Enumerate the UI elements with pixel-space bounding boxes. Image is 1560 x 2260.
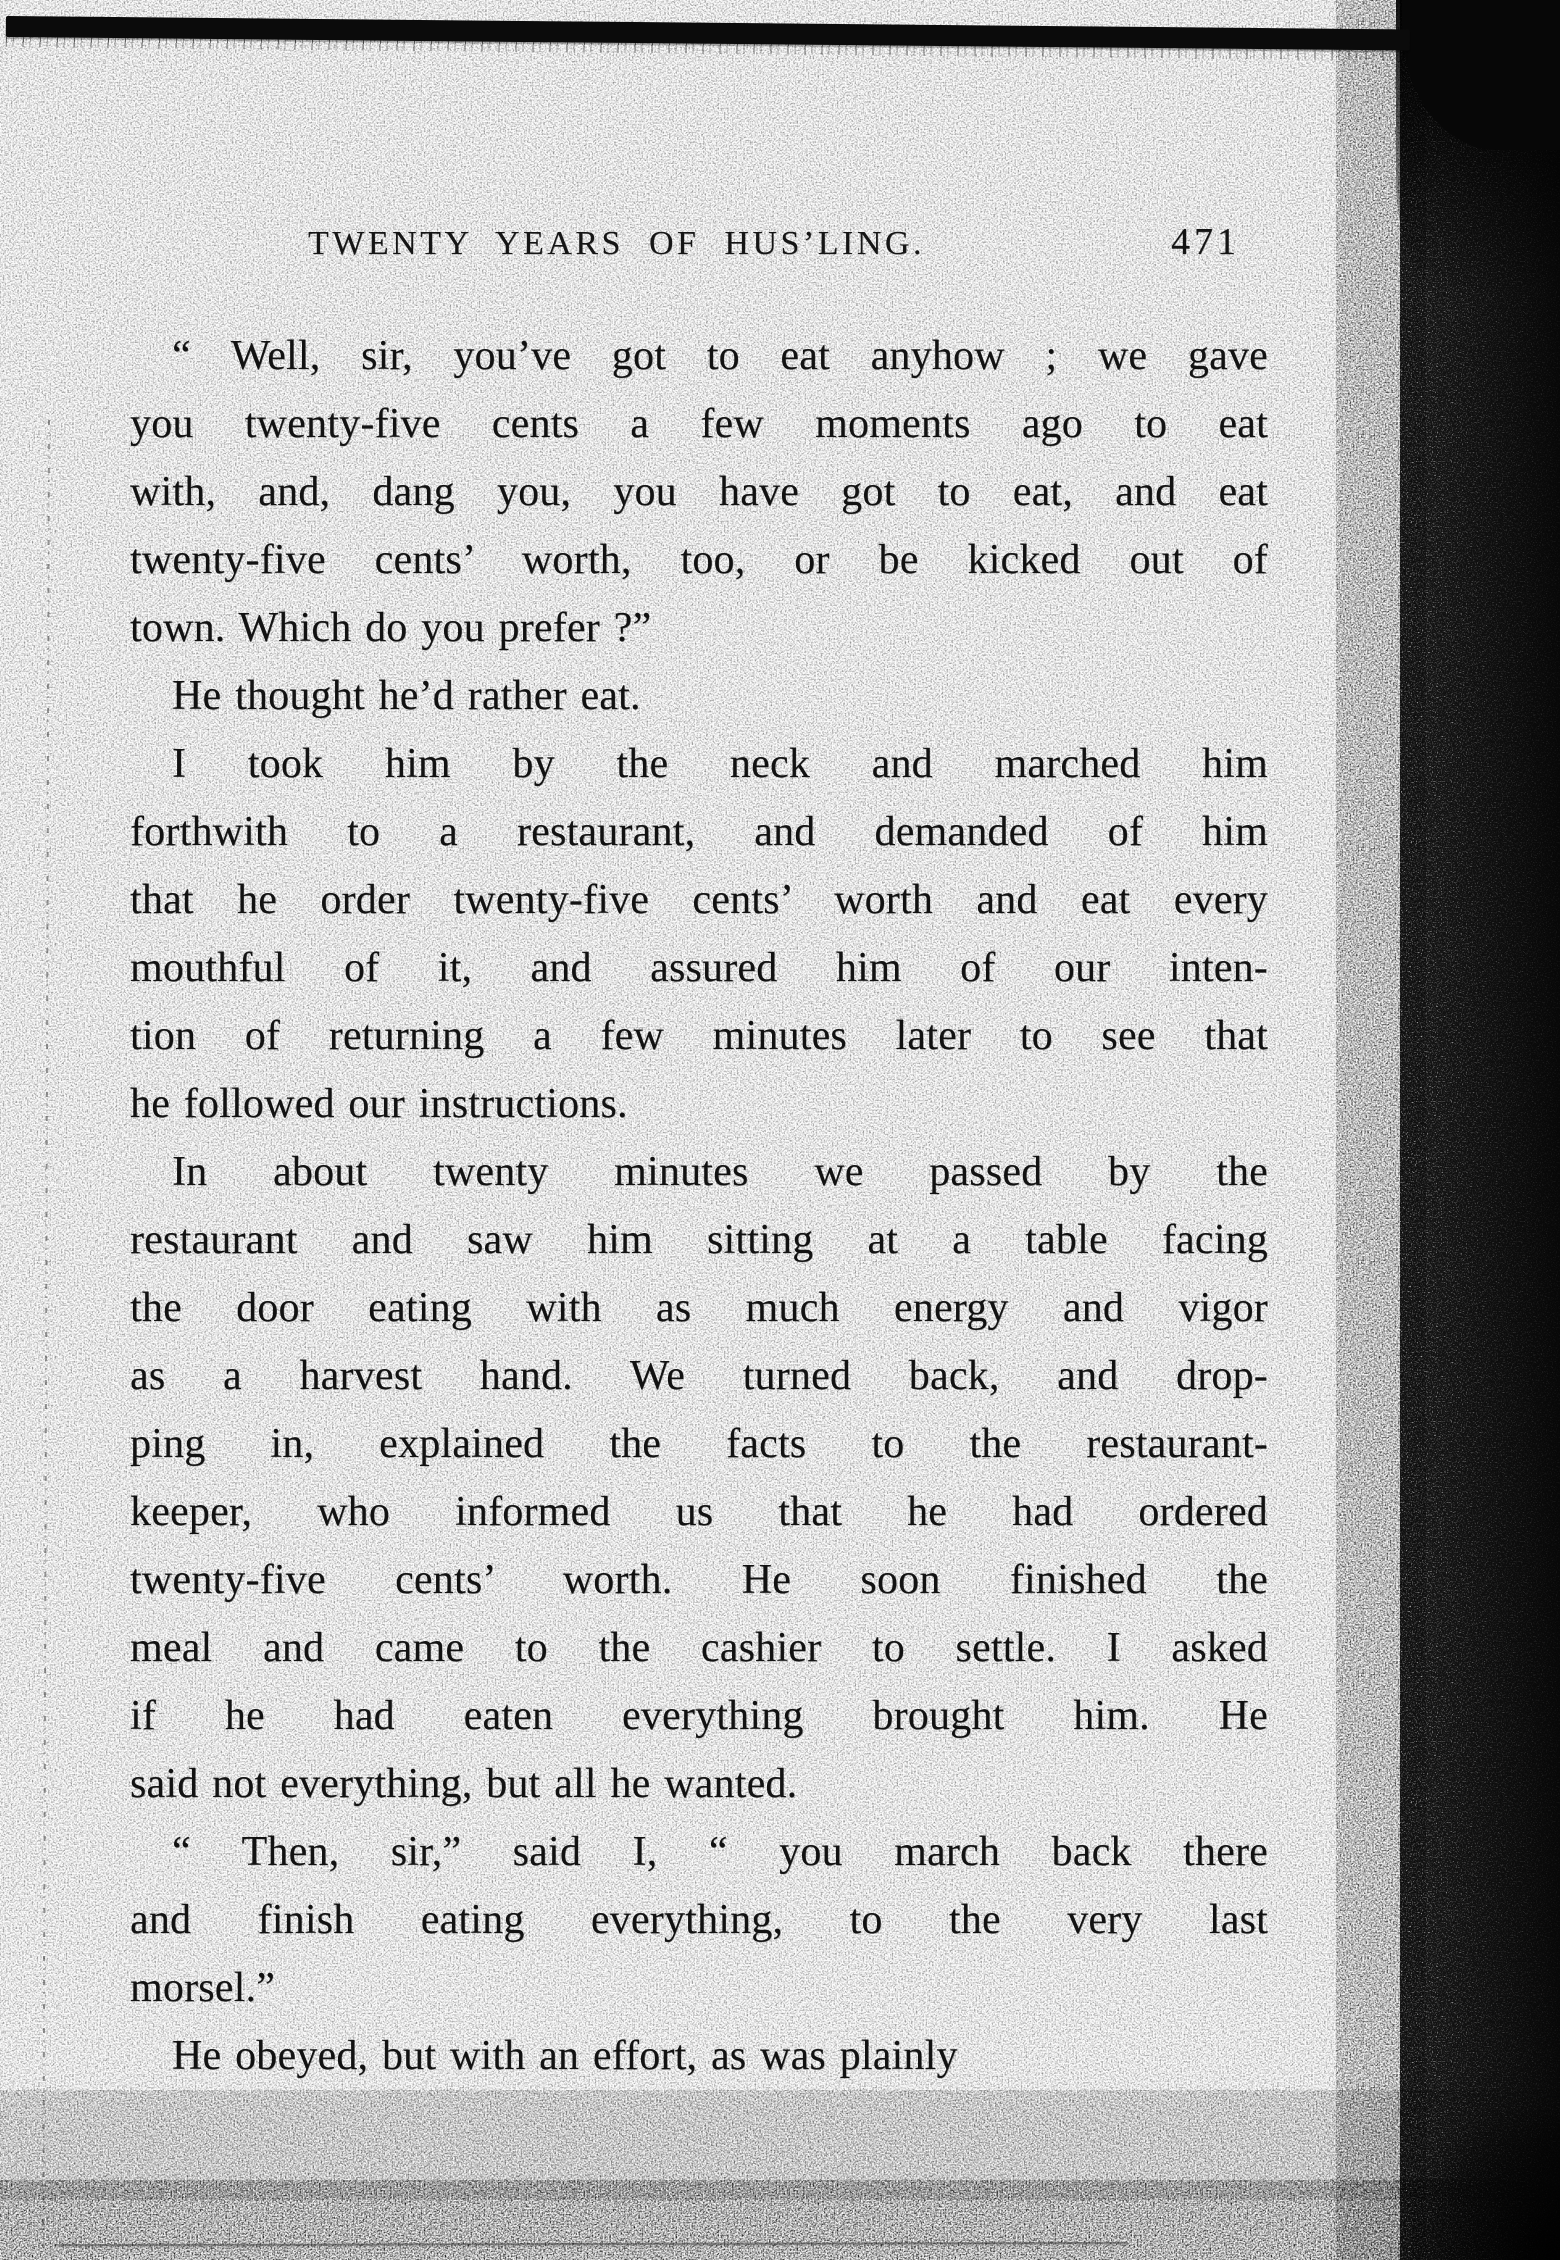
- text-line: he followed our instructions.: [130, 1081, 628, 1127]
- text-line: tion of returning a few minutes later to see that: [130, 1013, 1268, 1059]
- text-line: keeper, who informed us that he had ordered: [130, 1489, 1268, 1535]
- page-header-title: TWENTY YEARS OF HUS’LING.: [308, 225, 925, 262]
- text-line: “ Then, sir,” said I, “ you march back there: [172, 1829, 1268, 1875]
- text-line: as a harvest hand. We turned back, and drop-: [130, 1353, 1268, 1399]
- text-line: twenty-five cents’ worth. He soon finished the: [130, 1557, 1268, 1603]
- text-line: mouthful of it, and assured him of our inten-: [130, 945, 1268, 991]
- text-line: meal and came to the cashier to settle. I asked: [130, 1625, 1268, 1671]
- scan-top-edge: [6, 16, 1410, 50]
- text-line: the door eating with as much energy and vigor: [130, 1285, 1268, 1331]
- text-line: forthwith to a restaurant, and demanded of him: [130, 809, 1268, 855]
- text-line: and finish eating everything, to the very last: [130, 1897, 1268, 1943]
- scan-right-edge-shadow: [1408, 0, 1560, 2260]
- text-line: that he order twenty-five cents’ worth and eat every: [130, 877, 1268, 923]
- text-line: morsel.”: [130, 1965, 276, 2011]
- scan-gutter-dotted-line: [42, 420, 50, 2248]
- scan-bottom-right-corner: [1410, 2110, 1560, 2260]
- text-line: town. Which do you prefer ?”: [130, 605, 652, 651]
- text-line: with, and, dang you, you have got to eat, and eat: [130, 469, 1268, 515]
- body-text: [130, 322, 1268, 2090]
- page-number: 471: [1171, 221, 1240, 263]
- text-line: He obeyed, but with an effort, as was plainly: [172, 2033, 958, 2079]
- scan-bottom-edge-line: [58, 2242, 1128, 2246]
- text-line: if he had eaten everything brought him. He: [130, 1693, 1268, 1739]
- text-line: I took him by the neck and marched him: [172, 741, 1268, 787]
- running-header: [130, 222, 1268, 270]
- text-line: ping in, explained the facts to the restaurant-: [130, 1421, 1268, 1467]
- text-line: restaurant and saw him sitting at a table facing: [130, 1217, 1268, 1263]
- text-line: twenty-five cents’ worth, too, or be kicked out of: [130, 537, 1268, 583]
- text-line: In about twenty minutes we passed by the: [172, 1149, 1268, 1195]
- text-line: “ Well, sir, you’ve got to eat anyhow ; we gave: [172, 333, 1268, 379]
- text-line: said not everything, but all he wanted.: [130, 1761, 798, 1807]
- text-line: He thought he’d rather eat.: [172, 673, 641, 719]
- text-line: you twenty-five cents a few moments ago to eat: [130, 401, 1268, 447]
